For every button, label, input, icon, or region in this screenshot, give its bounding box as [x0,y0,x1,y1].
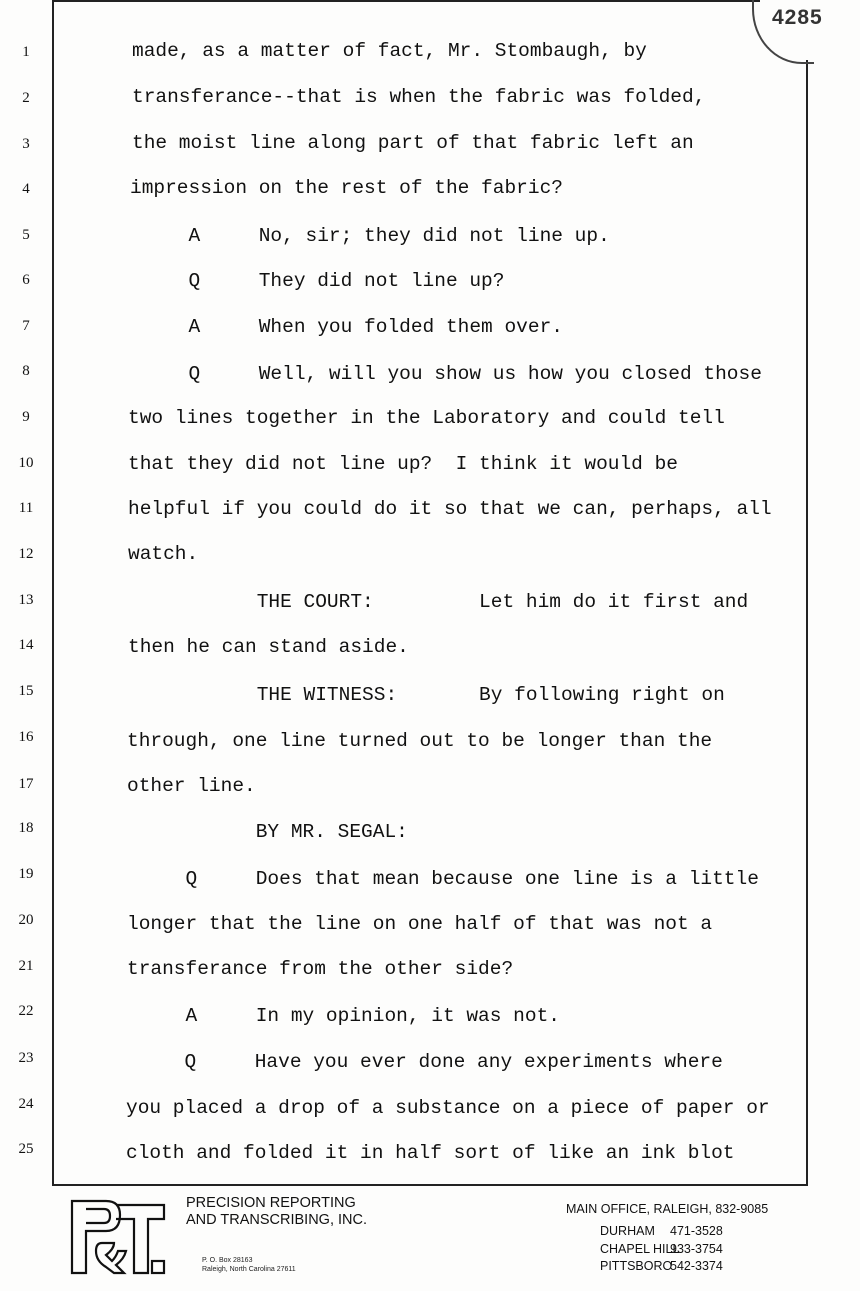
office-phone: 471-3528 [670,1224,723,1238]
transcript-line: two lines together in the Laboratory and could tell [128,407,725,429]
city: Raleigh, North Carolina 27611 [202,1266,296,1273]
line-number: 18 [18,820,34,836]
office-city: CHAPEL HILL [600,1242,680,1256]
line-number: 1 [22,44,30,60]
transcript-line: A When you folded them over. [130,316,563,338]
transcript-line: Q Well, will you show us how you closed those [130,363,762,385]
transcript-line: you placed a drop of a substance on a piece of paper or [126,1097,770,1119]
main-office: MAIN OFFICE, RALEIGH, 832-9085 [566,1202,769,1216]
page-border-left [52,0,54,1185]
transcript-line: BY MR. SEGAL: [127,821,408,843]
line-number: 3 [22,136,30,152]
transcript-line: cloth and folded it in half sort of like an ink blot [126,1142,735,1164]
transcript-line: then he can stand aside. [128,636,409,658]
company-name-line2: AND TRANSCRIBING, INC. [186,1212,368,1228]
transcript-line: made, as a matter of fact, Mr. Stombaugh, by [132,40,647,62]
line-number: 11 [18,500,34,516]
transcript-line: that they did not line up? I think it would be [128,453,678,475]
transcript-line: watch. [128,543,199,565]
line-number: 17 [18,776,34,792]
office-city: PITTSBORO [600,1259,673,1273]
office-phone: 933-3754 [670,1242,723,1256]
company-name [186,1195,367,1229]
page-border-right [806,60,808,1185]
line-number: 14 [18,637,34,653]
line-number: 2 [22,90,30,106]
transcript-line: impression on the rest of the fabric? [130,177,563,199]
company-logo [66,1191,172,1277]
transcript-line: the moist line along part of that fabric left an [132,132,694,154]
line-number: 5 [22,227,30,243]
company-name-line1: PRECISION REPORTING [186,1195,356,1211]
page-border-bottom [52,1184,808,1186]
line-number: 22 [18,1003,34,1019]
transcript-line: other line. [127,775,256,797]
transcript-line: Q Does that mean because one line is a little [127,868,759,890]
transcript-line: transferance--that is when the fabric was folded, [132,86,706,108]
transcript-line: Q Have you ever done any experiments where [126,1051,723,1073]
office-city: DURHAM [600,1224,655,1238]
transcript-line: through, one line turned out to be longer than the [127,730,713,752]
line-number: 20 [18,912,34,928]
page-number: 4285 [772,6,823,29]
line-number: 6 [22,272,30,288]
line-number: 7 [22,318,30,334]
transcript-line: THE WITNESS: By following right on [128,684,725,706]
line-number: 10 [18,455,34,471]
line-number: 13 [18,592,34,608]
line-number: 25 [18,1141,34,1157]
transcript-line: A In my opinion, it was not. [127,1005,560,1027]
line-number: 21 [18,958,34,974]
line-number: 9 [22,409,30,425]
line-number: 8 [22,363,30,379]
line-number: 4 [22,181,30,197]
transcript-line: A No, sir; they did not line up. [130,225,610,247]
line-number: 24 [18,1096,34,1112]
transcript-line: longer that the line on one half of that was not a [127,913,713,935]
transcript-line: transferance from the other side? [127,958,514,980]
line-number: 19 [18,866,34,882]
company-address [202,1256,296,1274]
po-box: P. O. Box 28163 [202,1257,253,1264]
line-number: 12 [18,546,34,562]
transcript-line: helpful if you could do it so that we can, perhaps, all [128,498,772,520]
transcript-line: THE COURT: Let him do it first and [128,591,749,613]
transcript-line: Q They did not line up? [130,270,505,292]
line-number: 16 [18,729,34,745]
line-number: 23 [18,1050,34,1066]
page-border-top [52,0,760,2]
line-number: 15 [18,683,34,699]
office-phone: 542-3374 [670,1259,723,1273]
